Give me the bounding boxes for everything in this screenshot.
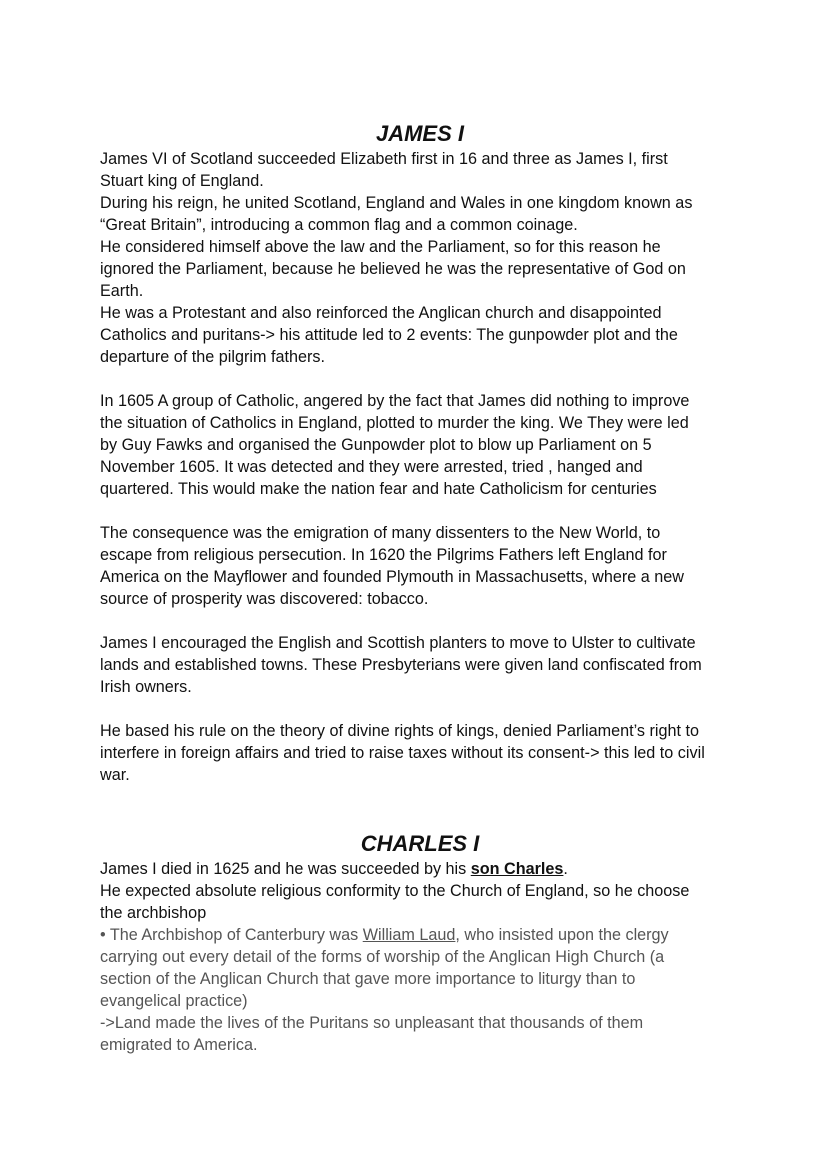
text-line: source of prosperity was discovered: tobacco.: [100, 590, 429, 608]
text-line: [100, 858, 740, 880]
text-line: by Guy Fawks and organised the Gunpowder plot to blow up Parliament on 5: [100, 436, 652, 454]
text-line: Irish owners.: [100, 678, 192, 696]
text-line: James VI of Scotland succeeded Elizabeth first in 16 and three as James I, first: [100, 150, 668, 168]
text-line: In 1605 A group of Catholic, angered by the fact that James did nothing to improve: [100, 392, 690, 410]
charles-paragraph: [100, 858, 740, 1056]
text-line: Earth.: [100, 282, 144, 300]
text-line: ignored the Parliament, because he believed he was the representative of God on: [100, 260, 686, 278]
paragraph-gap: [100, 500, 740, 522]
text-run: • The Archbishop of Canterbury was: [100, 926, 363, 944]
text-line: The consequence was the emigration of many dissenters to the New World, to: [100, 524, 661, 542]
text-line: the situation of Catholics in England, plotted to murder the king. We They were led: [100, 414, 689, 432]
text-line: war.: [100, 766, 130, 784]
paragraph-gap: [100, 610, 740, 632]
charles-title: CHARLES I: [360, 831, 480, 856]
text-line: emigrated to America.: [100, 1036, 258, 1054]
document-page: [100, 120, 740, 1056]
text-line: America on the Mayflower and founded Plymouth in Massachusetts, where a new: [100, 568, 684, 586]
james-intro-paragraph: [100, 148, 740, 368]
text-run: , who insisted upon the clergy: [455, 926, 669, 944]
emigration-paragraph: [100, 522, 740, 610]
text-line: quartered. This would make the nation fear and hate Catholicism for centuries: [100, 480, 657, 498]
text-line: lands and established towns. These Presbyterians were given land confiscated from: [100, 656, 702, 674]
son-charles-emphasis: son Charles: [470, 860, 564, 878]
william-laud-link[interactable]: William Laud: [362, 926, 456, 944]
text-line: He expected absolute religious conformity to the Church of England, so he choose: [100, 882, 690, 900]
text-line: departure of the pilgrim fathers.: [100, 348, 325, 366]
text-line: escape from religious persecution. In 1620 the Pilgrims Fathers left England for: [100, 546, 667, 564]
text-line: During his reign, he united Scotland, England and Wales in one kingdom known as: [100, 194, 693, 212]
text-line: He considered himself above the law and the Parliament, so for this reason he: [100, 238, 661, 256]
text-line: He based his rule on the theory of divine rights of kings, denied Parliament’s right to: [100, 722, 699, 740]
ulster-paragraph: [100, 632, 740, 698]
paragraph-gap: [100, 368, 740, 390]
text-line: He was a Protestant and also reinforced the Anglican church and disappointed: [100, 304, 662, 322]
text-run: James I died in 1625 and he was succeeded by his: [100, 860, 471, 878]
text-line: interfere in foreign affairs and tried to raise taxes without its consent-> this led to civil: [100, 744, 705, 762]
text-line: Stuart king of England.: [100, 172, 264, 190]
text-line: evangelical practice): [100, 992, 248, 1010]
text-line: November 1605. It was detected and they were arrested, tried , hanged and: [100, 458, 643, 476]
text-line: Catholics and puritans-> his attitude led to 2 events: The gunpowder plot and the: [100, 326, 678, 344]
text-line: James I encouraged the English and Scottish planters to move to Ulster to cultivate: [100, 634, 696, 652]
james-title: JAMES I: [375, 121, 465, 146]
text-line: section of the Anglican Church that gave more importance to liturgy than to: [100, 970, 636, 988]
section-gap: [100, 786, 740, 830]
gunpowder-plot-paragraph: [100, 390, 740, 500]
text-line: [100, 924, 740, 946]
text-line: the archbishop: [100, 904, 207, 922]
text-line: carrying out every detail of the forms of worship of the Anglican High Church (a: [100, 948, 665, 966]
text-line: ->Land made the lives of the Puritans so unpleasant that thousands of them: [100, 1014, 644, 1032]
divine-rights-paragraph: [100, 720, 740, 786]
text-line: “Great Britain”, introducing a common flag and a common coinage.: [100, 216, 578, 234]
paragraph-gap: [100, 698, 740, 720]
text-run: .: [563, 860, 568, 878]
